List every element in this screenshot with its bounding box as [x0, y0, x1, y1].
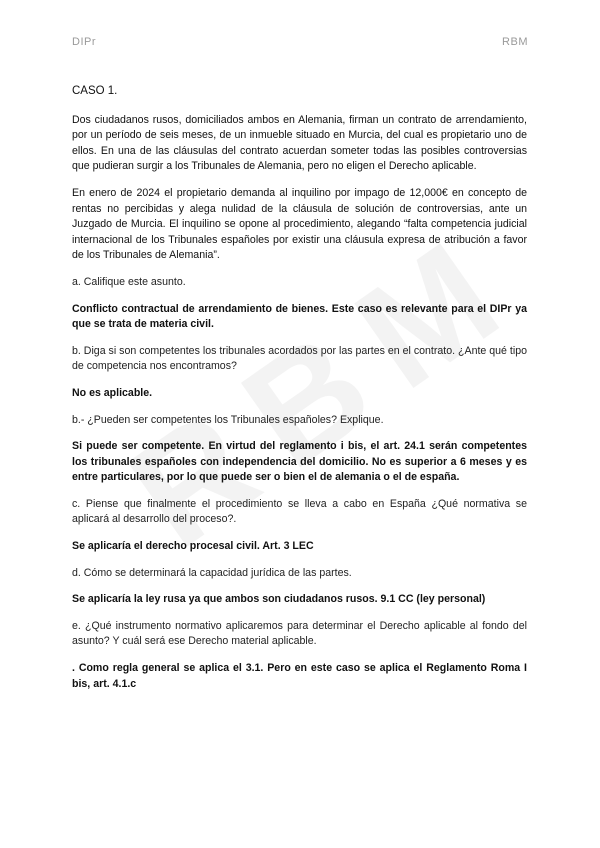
question-b: b. Diga si son competentes los tribunales acordados por las partes en el contrato. ¿Ante qué tipo de competencia nos encontramos? [72, 344, 527, 373]
header-left: DIPr [72, 36, 96, 48]
question-e: e. ¿Qué instrumento normativo aplicaremos para determinar el Derecho aplicable al fondo del asunto? Y cuál será ese Derecho material aplicable. [72, 619, 527, 648]
question-a: a. Califique este asunto. [72, 275, 186, 288]
answer-a: Conflicto contractual de arrendamiento de bienes. Este caso es relevante para el DIPr ya que se trata de materia civil. [72, 302, 527, 331]
question-d: d. Cómo se determinará la capacidad jurídica de las partes. [72, 566, 352, 579]
case-paragraph-1: Dos ciudadanos rusos, domiciliados ambos en Alemania, firman un contrato de arrendamiento, por un período de seis meses, de un inmueble situado en Murcia, del cual es propietario uno de ellos. En una de las cláusulas del contrato acuerdan someter todas las posibles controversias que pudieran surgir a los Tribunales de Alemania, pero no eligen el Derecho aplicable. [72, 113, 527, 173]
case-title: CASO 1. [72, 85, 118, 97]
answer-b2: Si puede ser competente. En virtud del reglamento i bis, el art. 24.1 serán competentes los tribunales españoles con independencia del domicilio. No es superior a 6 meses y es entre particulares, por lo que puede ser o bien el de alemania o el de españa. [72, 440, 527, 484]
answer-e: . Como regla general se aplica el 3.1. Pero en este caso se aplica el Reglamento Roma I bis, art. 4.1.c [72, 662, 527, 690]
document-body [72, 84, 527, 703]
answer-b: No es aplicable. [72, 386, 153, 399]
question-b2: b.- ¿Pueden ser competentes los Tribunales españoles? Explique. [72, 413, 384, 426]
header-right: RBM [502, 36, 528, 48]
question-c: c. Piense que finalmente el procedimiento se lleva a cabo en España ¿Qué normativa se aplicará al desarrollo del proceso?. [72, 497, 527, 526]
answer-d: Se aplicaría la ley rusa ya que ambos son ciudadanos rusos. 9.1 CC (ley personal) [72, 593, 486, 606]
answer-c: Se aplicaría el derecho procesal civil. Art. 3 LEC [72, 540, 314, 553]
case-paragraph-2: En enero de 2024 el propietario demanda al inquilino por impago de 12,000€ en concepto de rentas no percibidas y alega nulidad de la cláusula de solución de controversias, ante un Juzgado de Murcia. El inquilino se opone al procedimiento, alegando “falta competencia judicial internacional de los Tribunales españoles por existir una cláusula expresa de atribución a favor de los Tribunales de Alemania”. [72, 186, 527, 262]
